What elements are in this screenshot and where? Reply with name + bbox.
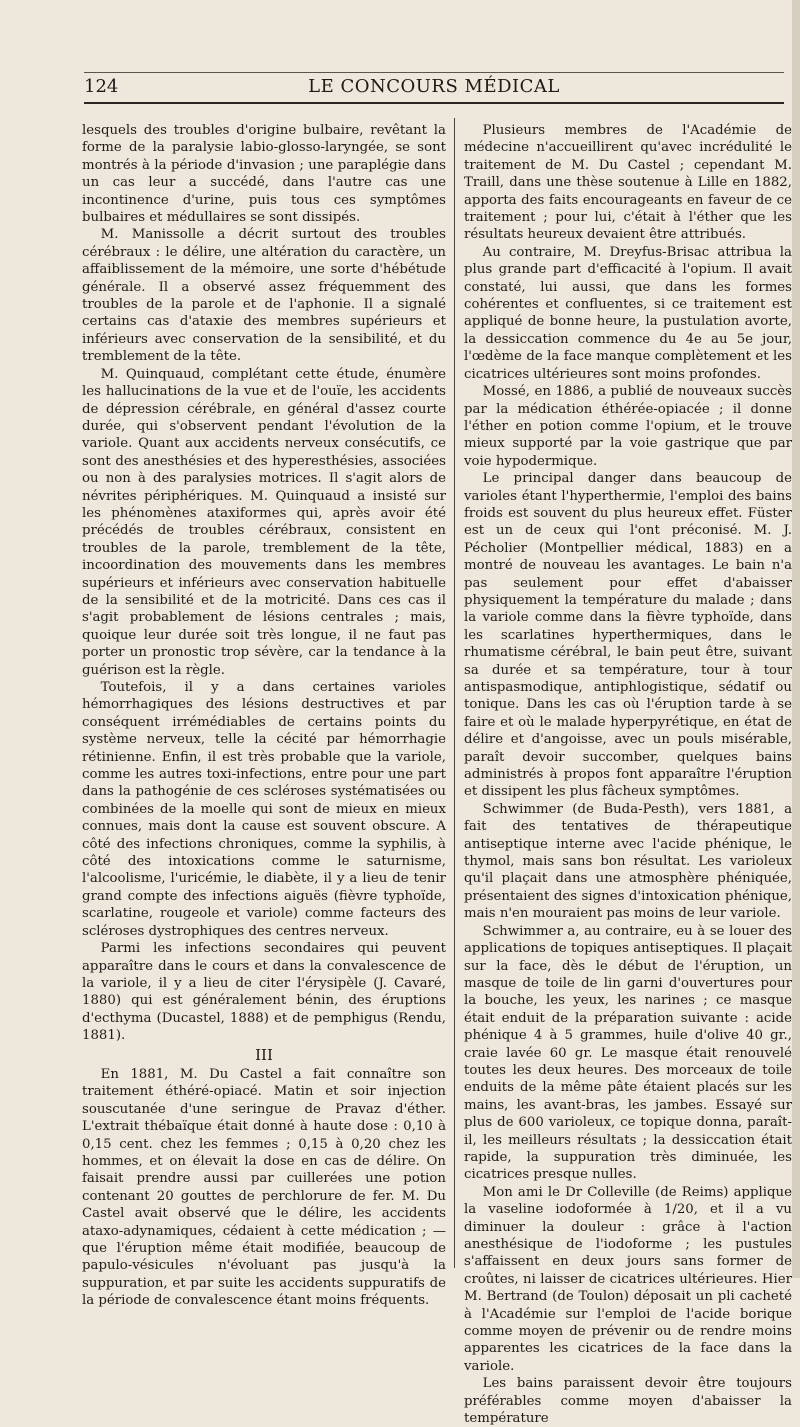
section-heading: III	[255, 1045, 273, 1064]
header-rule	[84, 72, 784, 73]
page-number: 124	[84, 76, 119, 97]
paragraph: Le principal danger dans beaucoup de varioles étant l'hyperthermie, l'emploi des bains froids est souvent du plus heureux effet. Füster est un de ceux qui l'ont préconisé. M. J. Pécholier (Montpellier médical, 1883) en a montré de nouveau les avantages. Le bain n'a pas seulement pour effet d'abaisser physiquement la température du malade ; dans la variole comme dans la fièvre typhoïde, dans les scarlatines hyperthermiques, dans le rhumatisme cérébral, le bain peut être, suivant sa durée et sa température, tour à tour antispasmodique, antiphlogistique, sédatif ou tonique. Dans les cas où l'éruption tarde à se faire et où le malade hyperpyrétique, en état de délire et d'angoisse, avec un pouls misérable, paraît devoir succomber, quelques bains administrés à propos font apparaître l'éruption et dissipent les plus fâcheux symptômes.	[464, 471, 792, 800]
paragraph: lesquels des troubles d'origine bulbaire, revêtant la forme de la paralysie labio-glosso-laryngée, se sont montrés à la période d'invasion ; une paraplégie dans un cas leur a succédé, dans l'autre cas une incontinence d'urine, puis tous ces symptômes bulbaires et médullaires se sont dissipés.	[82, 123, 446, 226]
paragraph: Mon ami le Dr Colleville (de Reims) applique la vaseline iodoformée à 1/20, et il a vu diminuer la douleur : grâce à l'action anesthésique de l'iodoforme ; les pustules s'affaissent en deux jours sans former de croûtes, ni laisser de cicatrices ultérieures. Hier M. Bertrand (de Toulon) déposait un pli cacheté à l'Académie sur l'emploi de l'acide borique comme moyen de prévenir ou de rendre moins apparentes les cicatrices de la face dans la variole.	[464, 1184, 792, 1374]
page-edge	[792, 0, 800, 1278]
running-header	[84, 72, 784, 104]
paragraph: Schwimmer a, au contraire, eu à se louer des applications de topiques antiseptiques. Il plaçait sur la face, dès le début de l'éruption, un masque de toile de lin garni d'ouvertures pour la bouche, les yeux, les narines ; ce masque était enduit de la préparation suivante : acide phénique 4 à 5 grammes, huile d'olive 40 gr., craie lavée 60 gr. Le masque était renouvelé toutes les deux heures. Des morceaux de toile enduits de la même pâte étaient placés sur les mains, les avant-bras, les jambes. Essayé sur plus de 600 varioleux, ce topique donna, paraît-il, les meilleurs résultats ; la dessiccation était rapide, la suppuration très diminuée, les cicatrices presque nulles.	[464, 923, 792, 1183]
paragraph: Au contraire, M. Dreyfus-Brisac attribua la plus grande part d'efficacité à l'opium. Il avait constaté, lui aussi, que dans les formes cohérentes et confluentes, si ce traitement est appliqué de bonne heure, la pustulation avorte, la dessiccation commence du 4e au 5e jour, l'œdème de la face manque complètement et les cicatrices ultérieures sont moins profondes.	[464, 244, 792, 382]
paragraph: Les bains paraissent devoir être toujours préférables comme moyen d'abaisser la température	[464, 1376, 792, 1427]
paragraph: Parmi les infections secondaires qui peuvent apparaître dans le cours et dans la convalescence de la variole, il y a lieu de citer l'érysipèle (J. Cavaré, 1880) qui est généralement bénin, des éruptions d'ecthyma (Ducastel, 1888) et de pemphigus (Rendu, 1881).	[82, 941, 446, 1044]
left-column	[82, 122, 446, 1309]
paragraph: Plusieurs membres de l'Académie de médecine n'accueillirent qu'avec incrédulité le traitement de M. Du Castel ; cependant M. Traill, dans une thèse soutenue à Lille en 1882, apporta des faits encourageants en faveur de ce traitement ; pour lui, c'était à l'éther que les résultats heureux devaient être attribués.	[464, 123, 792, 243]
running-title: LE CONCOURS MÉDICAL	[308, 76, 560, 97]
right-column	[464, 122, 792, 1427]
paragraph: En 1881, M. Du Castel a fait connaître son traitement éthéré-opiacé. Matin et soir injection souscutanée d'une seringue de Pravaz d'éther. L'extrait thébaïque était donné à haute dose : 0,10 à 0,15 cent. chez les femmes ; 0,15 à 0,20 chez les hommes, et on élevait la dose en cas de délire. On faisait prendre aussi par cuillerées une potion contenant 20 gouttes de perchlorure de fer. M. Du Castel avait observé que le délire, les accidents ataxo-adynamiques, cédaient à cette médication ; — que l'éruption même était modifiée, beaucoup de papulo-vésicules n'évoluant pas jusqu'à la suppuration, et par suite les accidents suppuratifs de la période de convalescence étant moins fréquents.	[82, 1066, 446, 1309]
paragraph: Mossé, en 1886, a publié de nouveaux succès par la médication éthérée-opiacée ; il donne l'éther en potion comme l'opium, et le trouve mieux supporté par la voie gastrique que par voie hypodermique.	[464, 384, 792, 469]
paragraph: M. Manissolle a décrit surtout des troubles cérébraux : le délire, une altération du caractère, un affaiblissement de la mémoire, une sorte d'hébétude générale. Il a observé assez fréquemment des troubles de la parole et de l'aphonie. Il a signalé certains cas d'ataxie des membres supérieurs et inférieurs avec conservation de la sensibilité, et du tremblement de la tête.	[82, 227, 446, 365]
column-divider	[454, 118, 455, 1268]
paragraph: M. Quinquaud, complétant cette étude, énumère les hallucinations de la vue et de l'ouïe, les accidents de dépression cérébrale, en général d'assez courte durée, qui s'observent pendant l'évolution de la variole. Quant aux accidents nerveux consécutifs, ce sont des anesthésies et des hyperesthésies, associées ou non à des paralysies motrices. Il s'agit alors de névrites périphériques. M. Quinquaud a insisté sur les phénomènes ataxiformes qui, après avoir été précédés de troubles cérébraux, consistent en troubles de la parole, tremblement de la tête, incoordination des mouvements dans les membres supérieurs et inférieurs avec conservation habituelle de la sensibilité et de la motricité. Dans ces cas il s'agit probablement de lésions centrales ; mais, quoique leur durée soit très longue, il ne faut pas porter un pronostic trop sévère, car la tendance à la guérison est la règle.	[82, 366, 446, 678]
paragraph: Toutefois, il y a dans certaines varioles hémorrhagiques des lésions destructives et par conséquent irrémédiables de certains points du système nerveux, telle la cécité par hémorrhagie rétinienne. Enfin, il est très probable que la variole, comme les autres toxi-infections, entre pour une part dans la pathogénie de ces scléroses systématisées ou combinées de la moelle qui sont de mieux en mieux connues, mais dont la cause est souvent obscure. A côté des infections chroniques, comme la syphilis, à côté des intoxications comme le saturnisme, l'alcoolisme, l'uricémie, le diabète, il y a lieu de tenir grand compte des infections aiguës (fièvre typhoïde, scarlatine, rougeole et variole) comme facteurs des scléroses dystrophiques des centres nerveux.	[82, 680, 446, 939]
paragraph: Schwimmer (de Buda-Pesth), vers 1881, a fait des tentatives de thérapeutique antiseptique interne avec l'acide phénique, le thymol, mais sans bon résultat. Les varioleux qu'il plaçait dans une atmosphère phéniquée, présentaient des signes d'intoxication phénique, mais n'en mouraient pas moins de leur variole.	[464, 801, 792, 922]
